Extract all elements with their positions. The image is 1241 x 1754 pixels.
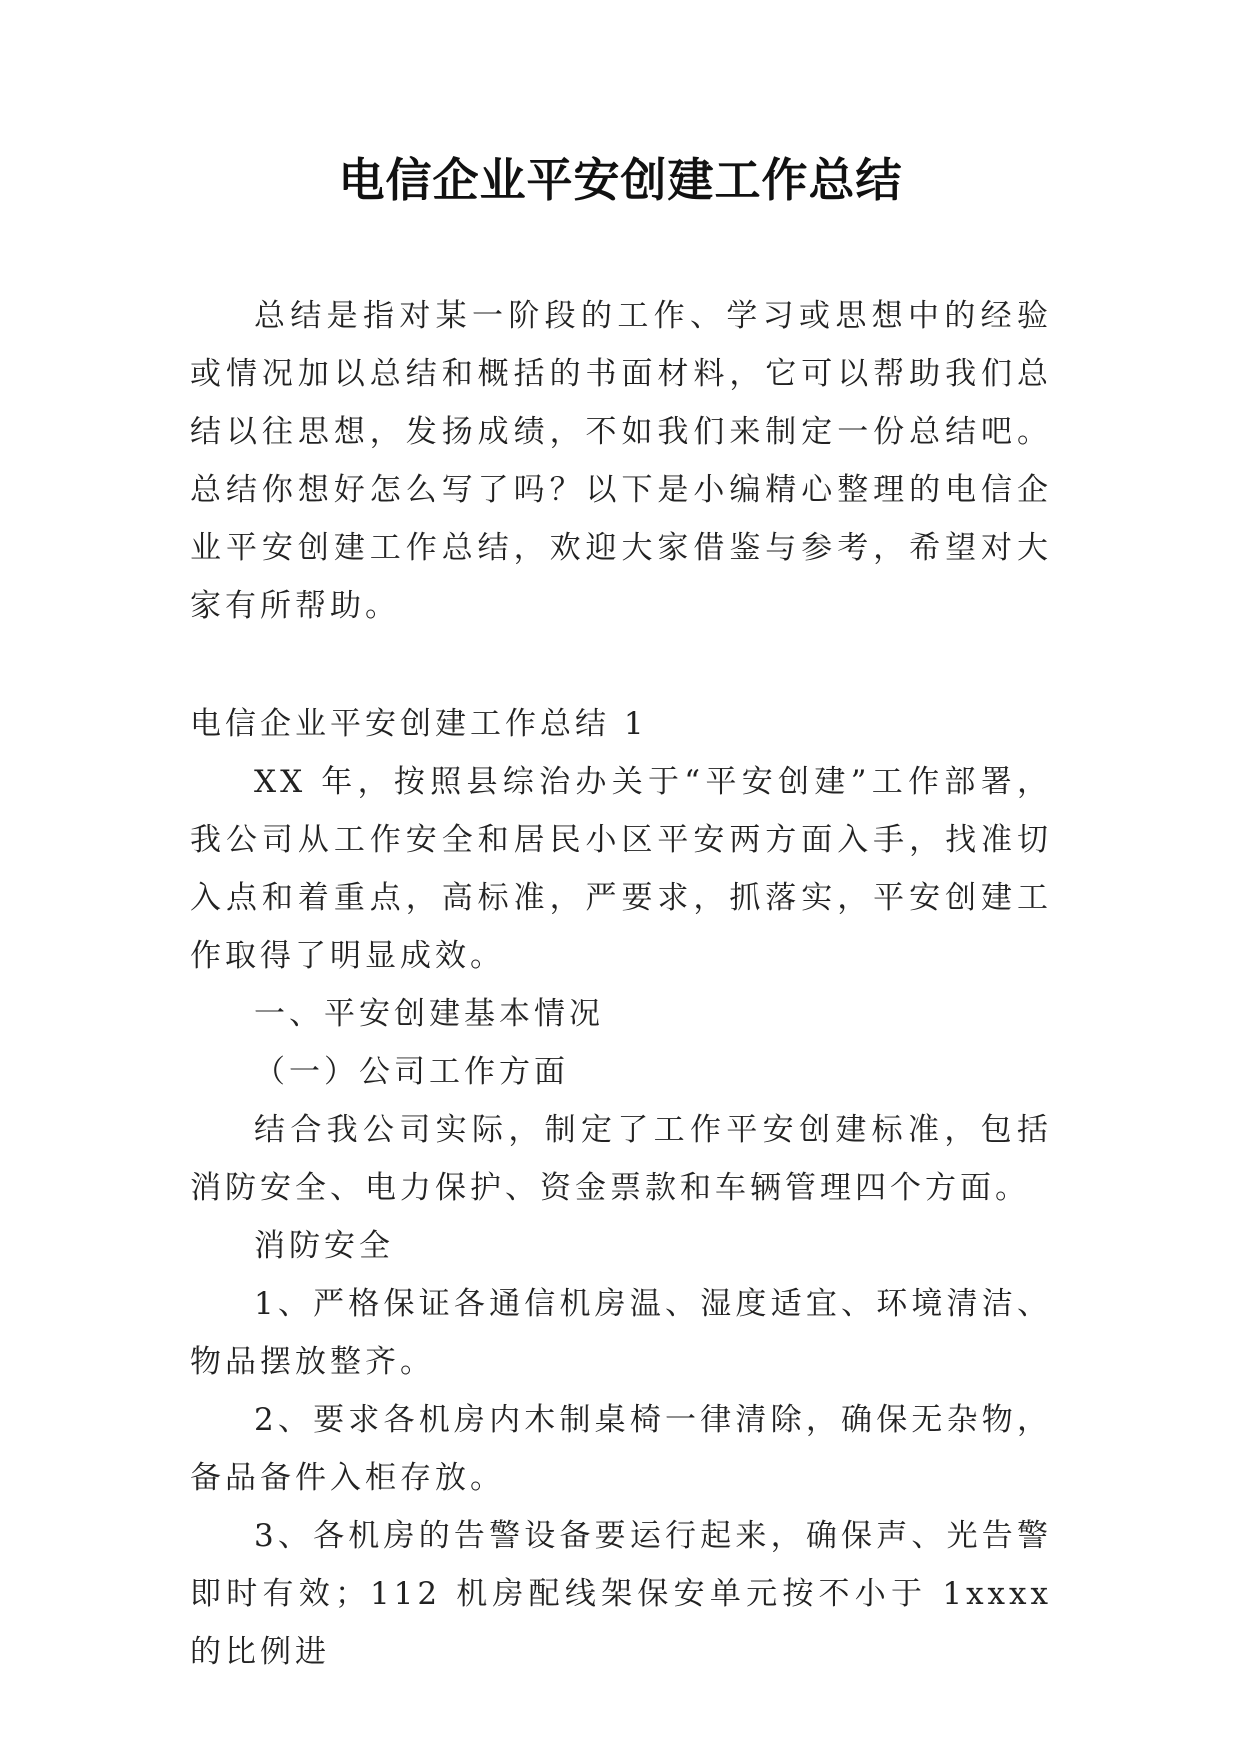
body-subheading: 消防安全 bbox=[254, 1228, 394, 1264]
list-item: 1、严格保证各通信机房温、湿度适宜、环境清洁、物品摆放整齐。 bbox=[190, 1286, 1052, 1380]
list-item: 3、各机房的告警设备要运行起来，确保声、光告警即时有效；112 机房配线架保安单元按不小于 1xxxx 的比例进 bbox=[190, 1518, 1052, 1670]
body-subheading: （一）公司工作方面 bbox=[254, 1054, 569, 1090]
document-title: 电信企业平安创建工作总结 bbox=[338, 153, 903, 207]
document-body bbox=[190, 287, 1052, 1681]
intro-paragraph: 总结是指对某一阶段的工作、学习或思想中的经验或情况加以总结和概括的书面材料，它可以帮助我们总结以往思想，发扬成绩，不如我们来制定一份总结吧。总结你想好怎么写了吗？以下是小编精心整理的电信企业平安创建工作总结，欢迎大家借鉴与参考，希望对大家有所帮助。 bbox=[190, 298, 1052, 624]
paragraph-gap bbox=[190, 635, 1052, 695]
list-item: 2、要求各机房内木制桌椅一律清除，确保无杂物，备品备件入柜存放。 bbox=[190, 1402, 1052, 1496]
body-heading: 一、平安创建基本情况 bbox=[254, 996, 604, 1032]
body-paragraph: XX 年，按照县综治办关于“平安创建”工作部署，我公司从工作安全和居民小区平安两方面入手，找准切入点和着重点，高标准，严要求，抓落实，平安创建工作取得了明显成效。 bbox=[190, 764, 1052, 974]
section-title: 电信企业平安创建工作总结 1 bbox=[190, 706, 648, 742]
body-paragraph: 结合我公司实际，制定了工作平安创建标准，包括消防安全、电力保护、资金票款和车辆管理四个方面。 bbox=[190, 1112, 1052, 1206]
